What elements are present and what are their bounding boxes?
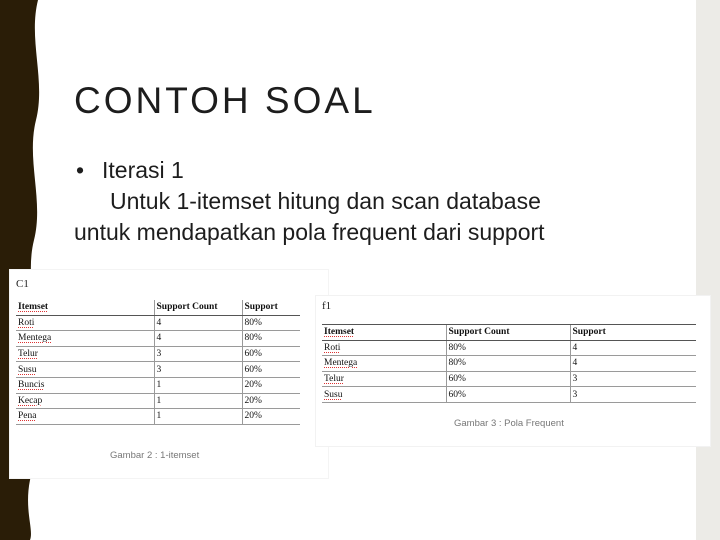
figure-frequent-pattern bbox=[316, 296, 710, 446]
bullet-text-iterasi: Iterasi 1 bbox=[102, 157, 184, 183]
itemset-table bbox=[16, 300, 300, 425]
cell-support: 20% bbox=[242, 393, 300, 409]
table-row bbox=[16, 346, 300, 362]
header-itemset: Itemset bbox=[324, 327, 355, 338]
cell-itemset: Kecap bbox=[18, 395, 43, 406]
table-header-row bbox=[16, 300, 300, 315]
table-row bbox=[322, 371, 696, 387]
cell-count: 1 bbox=[154, 377, 242, 393]
cell-support: 3 bbox=[570, 387, 696, 403]
table-header-row bbox=[322, 325, 696, 341]
cell-itemset: Roti bbox=[18, 317, 35, 328]
cell-support: 80% bbox=[242, 331, 300, 347]
figure1-caption: Gambar 2 : 1-itemset bbox=[110, 450, 200, 461]
table-row bbox=[16, 377, 300, 393]
cell-count: 1 bbox=[154, 393, 242, 409]
cell-support: 4 bbox=[570, 340, 696, 356]
cell-itemset: Mentega bbox=[18, 333, 52, 344]
body-line-2: Untuk 1-itemset hitung dan scan database bbox=[110, 188, 541, 214]
table-row bbox=[16, 362, 300, 378]
table-row bbox=[322, 387, 696, 403]
bullet-line bbox=[74, 155, 684, 186]
header-support-count: Support Count bbox=[154, 300, 242, 315]
figure-1itemset bbox=[10, 270, 328, 478]
cell-support: 60% bbox=[242, 362, 300, 378]
slide-title: CONTOH SOAL bbox=[74, 80, 376, 121]
body-line-3: untuk mendapatkan pola frequent dari support bbox=[74, 219, 545, 245]
decorative-right-strip bbox=[696, 0, 720, 540]
cell-count: 4 bbox=[154, 315, 242, 331]
bullet-icon: • bbox=[76, 157, 85, 183]
cell-itemset: Roti bbox=[324, 342, 341, 353]
cell-itemset: Susu bbox=[324, 389, 343, 400]
slide-body bbox=[74, 155, 684, 248]
cell-count: 60% bbox=[446, 371, 570, 387]
cell-support: 20% bbox=[242, 409, 300, 425]
cell-count: 3 bbox=[154, 346, 242, 362]
figure2-caption: Gambar 3 : Pola Frequent bbox=[454, 418, 564, 429]
cell-count: 60% bbox=[446, 387, 570, 403]
cell-support: 80% bbox=[242, 315, 300, 331]
cell-support: 60% bbox=[242, 346, 300, 362]
cell-support: 4 bbox=[570, 356, 696, 372]
cell-count: 3 bbox=[154, 362, 242, 378]
cell-count: 80% bbox=[446, 340, 570, 356]
figure1-label: C1 bbox=[16, 278, 29, 290]
header-support: Support bbox=[242, 300, 300, 315]
frequent-table bbox=[322, 324, 696, 403]
cell-itemset: Telur bbox=[324, 374, 344, 385]
table-row bbox=[16, 315, 300, 331]
cell-itemset: Buncis bbox=[18, 380, 45, 391]
table-row bbox=[322, 356, 696, 372]
cell-support: 20% bbox=[242, 377, 300, 393]
cell-count: 4 bbox=[154, 331, 242, 347]
cell-count: 80% bbox=[446, 356, 570, 372]
table-row bbox=[16, 331, 300, 347]
header-support-count: Support Count bbox=[446, 325, 570, 341]
cell-support: 3 bbox=[570, 371, 696, 387]
cell-itemset: Mentega bbox=[324, 358, 358, 369]
table-row bbox=[16, 409, 300, 425]
cell-itemset: Telur bbox=[18, 349, 38, 360]
figure2-label: f1 bbox=[322, 300, 332, 312]
header-itemset: Itemset bbox=[18, 302, 49, 313]
table-row bbox=[16, 393, 300, 409]
cell-itemset: Susu bbox=[18, 364, 37, 375]
header-support: Support bbox=[570, 325, 696, 341]
table-row bbox=[322, 340, 696, 356]
cell-count: 1 bbox=[154, 409, 242, 425]
cell-itemset: Pena bbox=[18, 411, 37, 422]
